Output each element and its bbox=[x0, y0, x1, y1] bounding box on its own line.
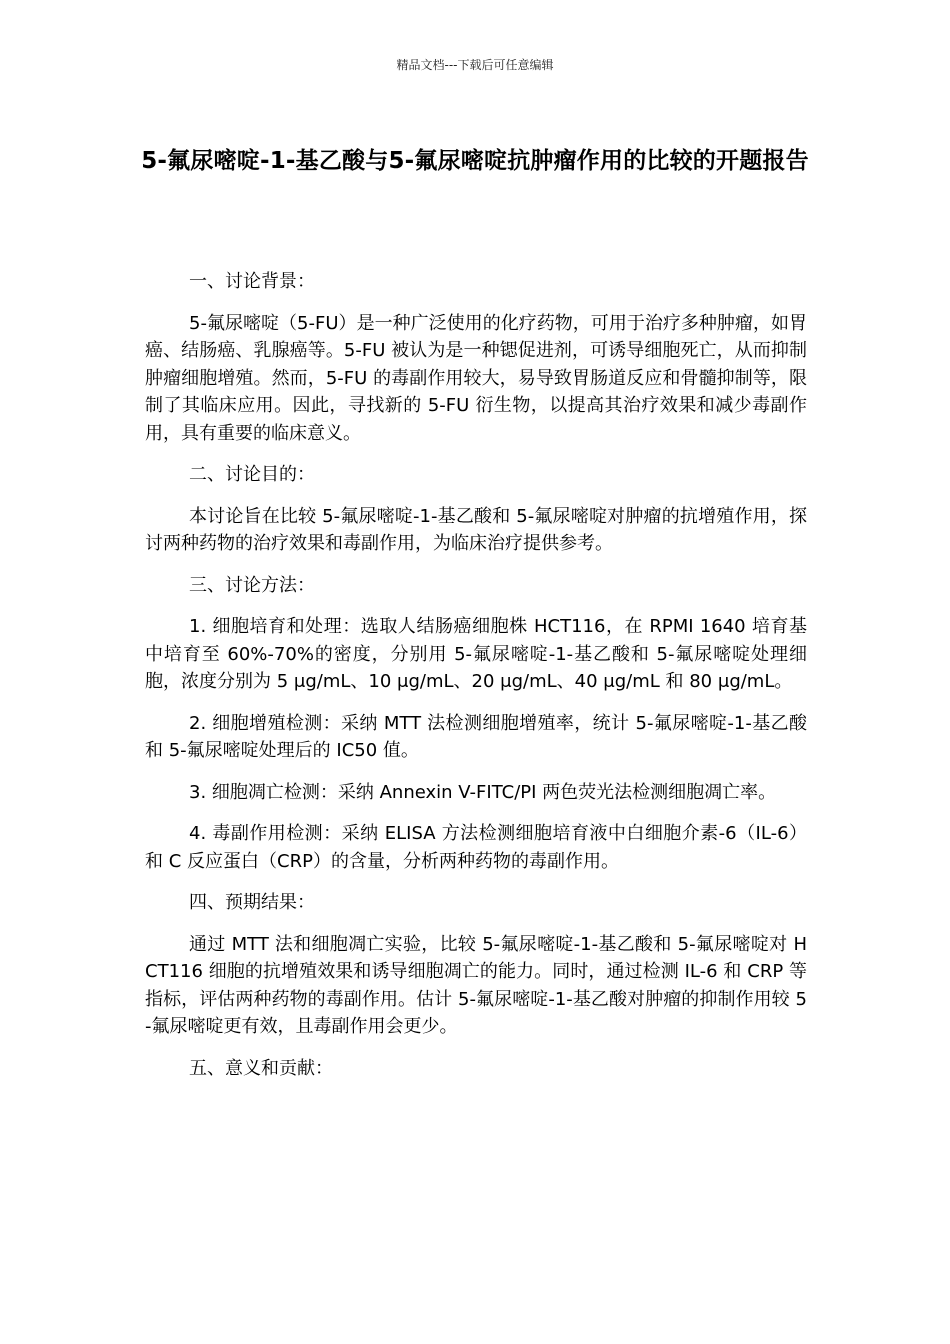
section-heading-significance: 五、意义和贡献： bbox=[189, 1057, 333, 1079]
document-title: 5-氟尿嘧啶-1-基乙酸与5-氟尿嘧啶抗肿瘤作用的比较的开题报告 bbox=[141, 148, 809, 174]
section-heading-purpose: 二、讨论目的： bbox=[189, 464, 315, 485]
purpose-paragraph: 本讨论旨在比较 5-氟尿嘧啶-1-基乙酸和 5-氟尿嘧啶对肿瘤的抗增殖作用，探讨两种药物的治疗效果和毒副作用，为临床治疗提供参考。 bbox=[145, 505, 807, 554]
section-heading-expected-results: 四、预期结果： bbox=[189, 892, 315, 913]
method-cell-culture: 1. 细胞培育和处理：选取人结肠癌细胞株 HCT116，在 RPMI 1640 培育基中培育至 60%-70%的密度，分别用 5-氟尿嘧啶-1-基乙酸和 5-氟尿嘧啶处理细胞，浓度分别为 5 μg/mL、10 μg/mL、20 μg/mL、40 μg/mL 和 80 μg/mL。 bbox=[145, 616, 807, 692]
section-heading-methods: 三、讨论方法： bbox=[189, 574, 315, 596]
document-body bbox=[145, 268, 807, 1096]
section-heading-background: 一、讨论背景： bbox=[189, 271, 315, 292]
method-proliferation: 2. 细胞增殖检测：采纳 MTT 法检测细胞增殖率，统计 5-氟尿嘧啶-1-基乙酸和 5-氟尿嘧啶处理后的 IC50 值。 bbox=[145, 712, 807, 761]
background-paragraph: 5-氟尿嘧啶（5-FU）是一种广泛使用的化疗药物，可用于治疗多种肿瘤，如胃癌、结肠癌、乳腺癌等。5-FU 被认为是一种锶促进剂，可诱导细胞死亡，从而抑制肿瘤细胞增殖。然而，5-FU 的毒副作用较大，易导致胃肠道反应和骨髓抑制等，限制了其临床应用。因此，寻找新的 5-FU 衍生物，以提高其治疗效果和减少毒副作用，具有重要的临床意义。 bbox=[145, 312, 807, 444]
method-toxicity: 4. 毒副作用检测：采纳 ELISA 方法检测细胞培育液中白细胞介素-6（IL-6）和 C 反应蛋白（CRP）的含量，分析两种药物的毒副作用。 bbox=[145, 823, 807, 872]
method-apoptosis: 3. 细胞凋亡检测：采纳 Annexin V-FITC/PI 两色荧光法检测细胞凋亡率。 bbox=[189, 781, 777, 803]
page-header: 精品文档---下载后可任意编辑 bbox=[396, 58, 554, 72]
expected-results-paragraph: 通过 MTT 法和细胞凋亡实验，比较 5-氟尿嘧啶-1-基乙酸和 5-氟尿嘧啶对 HCT116 细胞的抗增殖效果和诱导细胞凋亡的能力。同时，通过检测 IL-6 和 CRP 等指标，评估两种药物的毒副作用。估计 5-氟尿嘧啶-1-基乙酸对肿瘤的抑制作用较 5-氟尿嘧啶更有效，且毒副作用会更少。 bbox=[145, 933, 807, 1037]
